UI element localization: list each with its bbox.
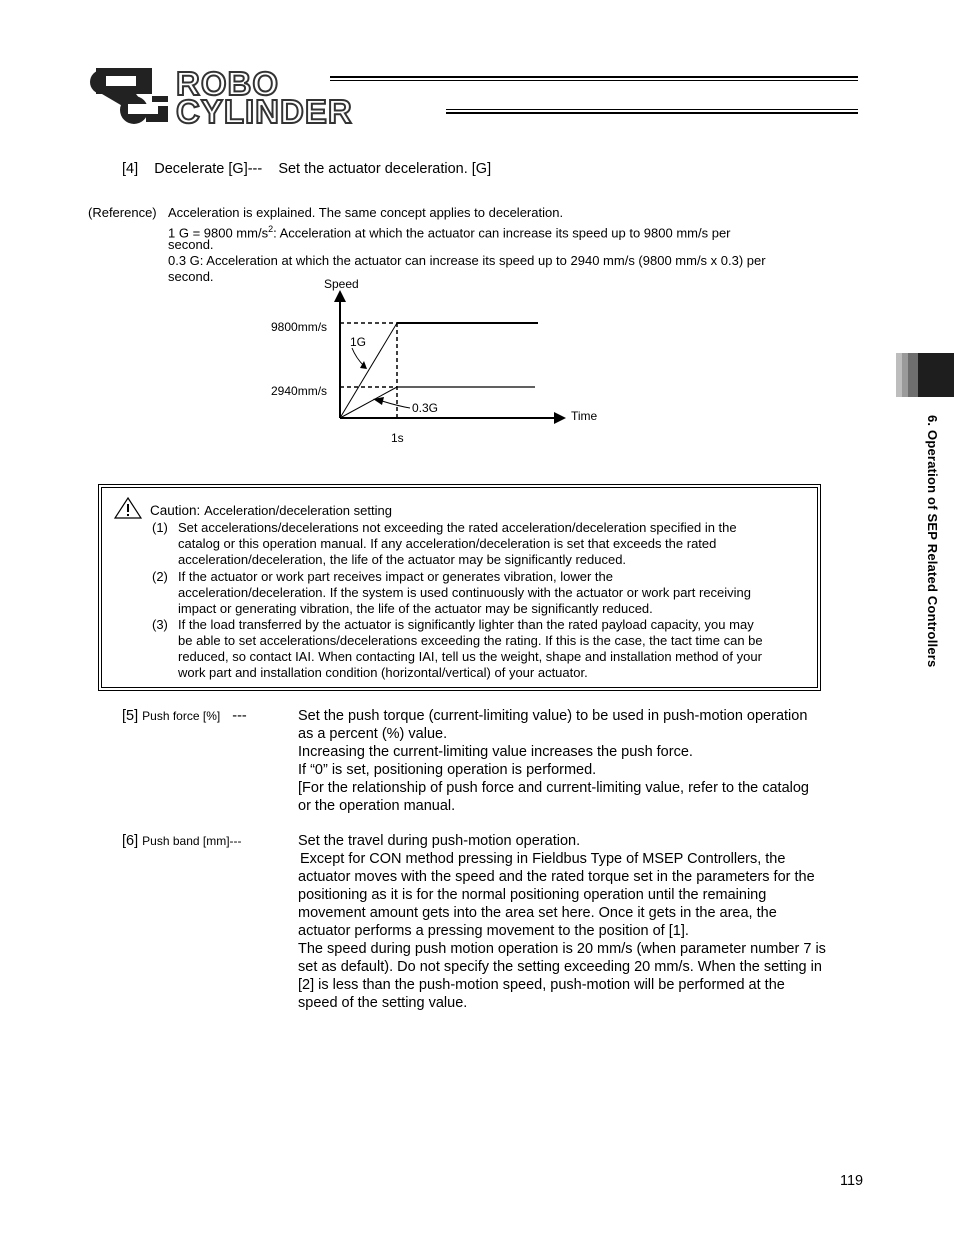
caution-item-3-line: If the load transferred by the actuator is significantly lighter than the rated payload capacity, you may — [178, 617, 754, 632]
reference-line2 — [168, 221, 731, 241]
reference-line3: second. — [168, 237, 214, 252]
caution-item-2-line: impact or generating vibration, the life of the actuator may be significantly reduced. — [178, 601, 653, 616]
caution-item-3-text — [178, 617, 812, 681]
item5-line: Increasing the current-limiting value increases the push force. — [298, 744, 693, 760]
caution-title: Caution: — [150, 503, 201, 518]
item6-line: set as default). Do not specify the setting exceeding 20 mm/s. When the setting in — [298, 959, 822, 975]
1g-pointer — [352, 348, 364, 366]
logo-line2: CYLINDER — [176, 93, 353, 130]
chapter-tab-marker — [896, 353, 954, 397]
item6-line: Except for CON method pressing in Fieldbus Type of MSEP Controllers, the — [300, 851, 786, 867]
caution-item-3 — [152, 617, 812, 681]
level-low-label: 2940mm/s — [271, 384, 328, 398]
item6-line: [2] is less than the push-motion speed, push-motion will be performed at the — [298, 977, 785, 993]
item5-line: or the operation manual. — [298, 798, 456, 814]
caution-item-1 — [152, 520, 812, 568]
reference-line2-a: 1 G = 9800 mm/s — [168, 225, 269, 241]
item5-line: If “0” is set, positioning operation is performed. — [298, 762, 597, 778]
speed-label: Speed — [324, 277, 359, 291]
page-number: 119 — [840, 1173, 864, 1189]
item6-line: Set the travel during push-motion operation. — [298, 833, 581, 849]
item6-line: The speed during push motion operation is 20 mm/s (when parameter number 7 is — [298, 941, 826, 957]
item4-heading: [4] Decelerate [G]--- Set the actuator deceleration. [G] — [122, 161, 492, 177]
item5-line: as a percent (%) value. — [298, 726, 448, 742]
caution-box — [101, 487, 818, 688]
caution-item-2-text — [178, 569, 812, 617]
item6-line: actuator moves with the speed and the rated torque set in the parameters for the — [298, 869, 815, 885]
reference-line5: second. — [168, 269, 214, 284]
caution-item-1-text — [178, 520, 812, 568]
caution-item-3-num: (3) — [152, 617, 168, 632]
rc-logo-icon — [88, 68, 170, 124]
item5-line: [For the relationship of push force and current-limiting value, refer to the catalog — [298, 780, 809, 796]
item6-line: movement amount gets into the area set here. Once it gets in the area, the — [298, 905, 777, 921]
acceleration-diagram-svg — [260, 270, 610, 450]
header-rule-bottom-1 — [446, 109, 858, 110]
caution-subtitle: Acceleration/deceleration setting — [204, 503, 392, 518]
caution-item-1-line: catalog or this operation manual. If any acceleration/deceleration is set that exceeds the rated — [178, 536, 717, 551]
item6-line: speed of the setting value. — [298, 995, 468, 1011]
header-rule-top-2 — [330, 80, 858, 81]
caution-item-1-line: acceleration/deceleration, the life of the actuator may be significantly reduced. — [178, 552, 627, 567]
warning-triangle-icon — [114, 497, 142, 519]
caution-item-1-line: Set accelerations/decelerations not exceeding the rated acceleration/deceleration specified in the — [178, 520, 737, 535]
header-rule-bottom-2 — [446, 112, 858, 114]
03g-pointer-arrowhead — [373, 397, 384, 405]
reference-tag: (Reference) — [88, 205, 157, 220]
caution-heading — [150, 503, 392, 519]
time-1s-label: 1s — [391, 431, 404, 445]
caution-item-2-line: acceleration/deceleration. If the system is used continuously with the actuator or work part receiving — [178, 585, 752, 600]
item6-label: Push band [mm]--- — [142, 834, 242, 848]
reference-line4: 0.3 G: Acceleration at which the actuator can increase its speed up to 2940 mm/s (9800 mm/s x 0.3) per — [168, 253, 766, 268]
level-high-label: 9800mm/s — [271, 320, 328, 334]
caution-item-3-line: reduced, so contact IAI. When contacting IAI, tell us the weight, shape and installation method of your — [178, 649, 762, 664]
logo-wordmark — [176, 65, 353, 130]
item5-label: Push force [%] — [142, 709, 221, 723]
curve-03g-label: 0.3G — [412, 401, 439, 415]
item5-description — [298, 707, 868, 815]
item5-heading — [122, 707, 247, 725]
ramp-1g — [340, 323, 397, 418]
item6-line: positioning as it is for the normal positioning operation until the remaining — [298, 887, 767, 903]
x-axis-arrow — [554, 412, 566, 424]
item6-line: actuator performs a pressing movement to the position of [1]. — [298, 923, 689, 939]
y-axis-arrow — [334, 290, 346, 302]
item5-line: Set the push torque (current-limiting value) to be used in push-motion operation — [298, 708, 808, 724]
caution-item-3-line: work part and installation condition (horizontal/vertical) of your actuator. — [178, 665, 588, 680]
header-rule-top-1 — [330, 76, 858, 78]
reference-line2-sup: 2 — [268, 224, 274, 234]
03g-pointer — [382, 401, 410, 408]
item6-heading — [122, 832, 242, 850]
caution-item-2-line: If the actuator or work part receives impact or generates vibration, lower the — [178, 569, 613, 584]
caution-item-2 — [152, 569, 812, 617]
reference-line1: Acceleration is explained. The same concept applies to deceleration. — [168, 205, 564, 220]
caution-item-1-num: (1) — [152, 520, 168, 535]
item6-num: [6] — [122, 833, 139, 849]
curve-1g-label: 1G — [350, 335, 367, 349]
caution-item-3-line: be able to set accelerations/decelerations exceeding the rating. If this is the case, the tact time can be — [178, 633, 763, 648]
logo-line1: ROBO — [176, 65, 279, 102]
item5-num: [5] — [122, 708, 139, 724]
item5-dashes: --- — [232, 708, 247, 724]
caution-item-2-num: (2) — [152, 569, 168, 584]
item6-description — [298, 832, 878, 1012]
time-label: Time — [571, 409, 598, 423]
reference-line2-b: : Acceleration at which the actuator can increase its speed up to 9800 mm/s per — [273, 225, 731, 241]
chapter-tab-text: 6. Operation of SEP Related Controllers — [925, 415, 940, 668]
